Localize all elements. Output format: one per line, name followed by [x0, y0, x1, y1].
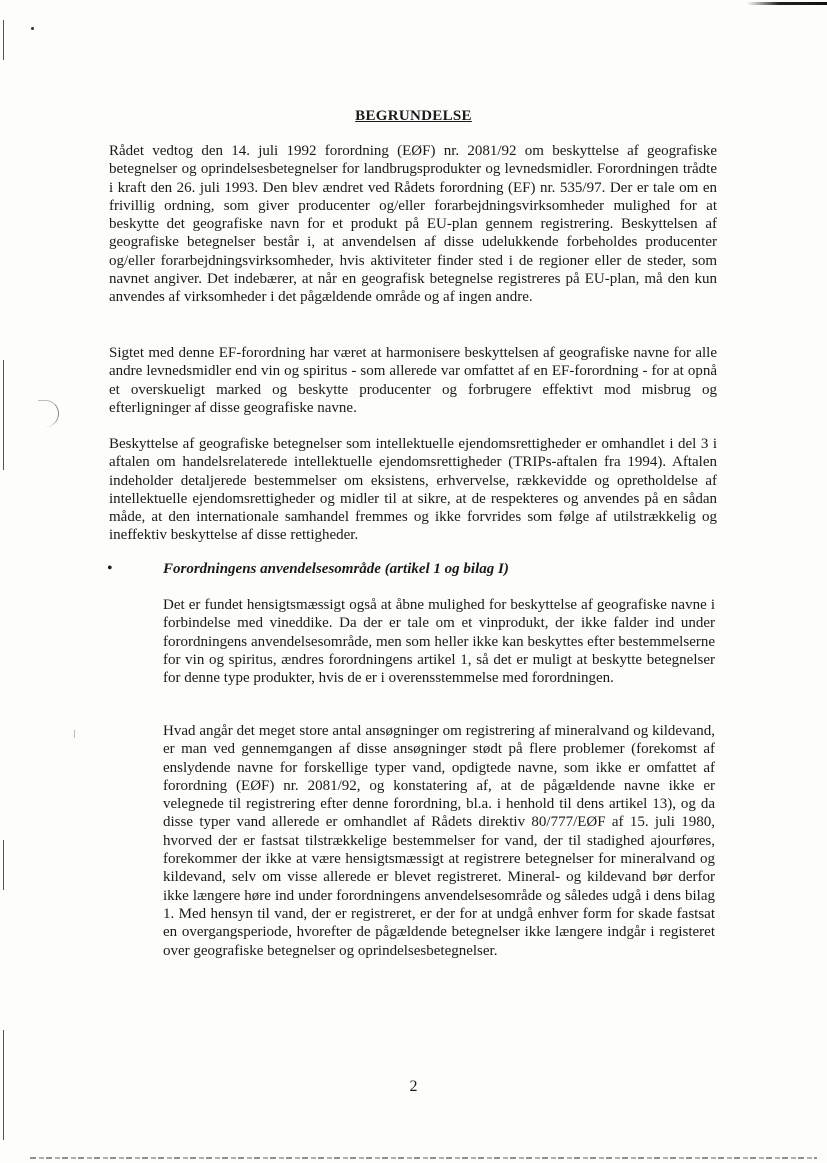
scan-artifact-left-edge: [3, 20, 4, 60]
paragraph-purpose: Sigtet med denne EF-forordning har været at harmonisere beskyttelsen af geografiske navne for alle andre levnedsmidler end vin og spiritus - som allerede var omfattet af en EF-forordning - for at opnå et overskueligt marked og beskytte producenter og forbrugere effektivt mod misbrug og efterligninger af disse geografiske navne.: [109, 345, 717, 416]
scan-artifact-top: [747, 2, 827, 5]
scan-artifact-bottom: [30, 1157, 817, 1159]
hole-punch-mark: [38, 400, 59, 427]
paragraph-trips: Beskyttelse af geografiske betegnelser som intellektuelle ejendomsrettigheder er omhandlet i del 3 i aftalen om handelsrelaterede intellektuelle ejendomsrettigheder (TRIPs-aftalen fra 1994). Aftalen indeholder detaljerede bestemmelser om eksistens, erhvervelse, rækkevidde og opretholdelse af intellektuelle ejendomsrettigheder og midler til at sikre, at de respekteres og anvendes på en sådan måde, at den internationale samhandel fremmes og ikke forvrides som følge af utilstrækkelig og ineffektiv beskyttelse af disse rettigheder.: [109, 436, 717, 544]
section-paragraph-vineddike: Det er fundet hensigtsmæssigt også at åbne mulighed for beskyttelse af geografiske navne i forbindelse med vineddike. Da der er tale om et vinprodukt, der ikke falder ind under forordningens anvendelsesområde, men som heller ikke kan beskyttes efter bestemmelserne for vin og spiritus, ændres forordningens artikel 1, så det er muligt at beskytte betegnelser for denne type produkter, hvis de er i overensstemmelse med forordningen.: [163, 597, 715, 687]
scan-artifact-dot: [31, 27, 34, 30]
scan-artifact-mark: [74, 730, 75, 738]
paragraph-intro: Rådet vedtog den 14. juli 1992 forordning (EØF) nr. 2081/92 om beskyttelse af geografiske betegnelser og oprindelsesbetegnelser for landbrugsprodukter og levnedsmidler. Forordningen trådte i kraft den 26. juli 1993. Den blev ændret ved Rådets forordning (EF) nr. 535/97. Der er tale om en frivillig ordning, som giver producenter og/eller forarbejdningsvirksomheder mulighed for at beskytte det geografiske navn for et produkt på EU-plan gennem registrering. Beskyttelsen af geografiske betegnelser består i, at anvendelsen af disse udelukkende forbeholdes producenter og/eller forarbejdningsvirksomheder, hvis aktiviteter finder sted i de regioner eller de steder, som navnet angiver. Det indebærer, at når en geografisk betegnelse registreres på EU-plan, må den kun anvendes af virksomheder i det pågældende område og af ingen andre.: [109, 143, 717, 306]
section-paragraph-mineralvand: Hvad angår det meget store antal ansøgninger om registrering af mineralvand og kildevand, er man ved gennemgangen af disse ansøgninger stødt på flere problemer (forekomst af enslydende navne for forskellige typer vand, opdigtede navne, som ikke er omfattet af forordning (EØF) nr. 2081/92, og konstatering af, at de pågældende navne ikke er velegnede til registrering efter denne forordning, bl.a. i henhold til dens artikel 13), og da disse typer vand allerede er omhandlet af Rådets direktiv 80/777/EØF af 15. juli 1980, hvorved der er fastsat tilstrækkelige bestemmelser for vand, der til stadighed ajourføres, forekommer der ikke at være hensigtsmæssigt at registrere betegnelser for mineralvand og kildevand, selv om visse allerede er blevet registreret. Mineral- og kildevand bør derfor ikke længere høre ind under forordningens anvendelsesområde og således udgå i dens bilag 1. Med hensyn til vand, der er registreret, er der for at undgå enhver form for skade fastsat en overgangsperiode, hvorefter de pågældende betegnelser ikke længere indgår i registeret over geografiske betegnelser og oprindelsesbetegnelser.: [163, 723, 715, 959]
scan-artifact-left-edge: [3, 840, 4, 890]
document-heading: BEGRUNDELSE: [355, 108, 472, 124]
scan-artifact-left-edge: [3, 360, 4, 470]
bullet-point: •: [107, 560, 113, 577]
page-number: 2: [409, 1078, 418, 1095]
section-title: Forordningens anvendelsesområde (artikel 1 og bilag I): [163, 561, 509, 577]
